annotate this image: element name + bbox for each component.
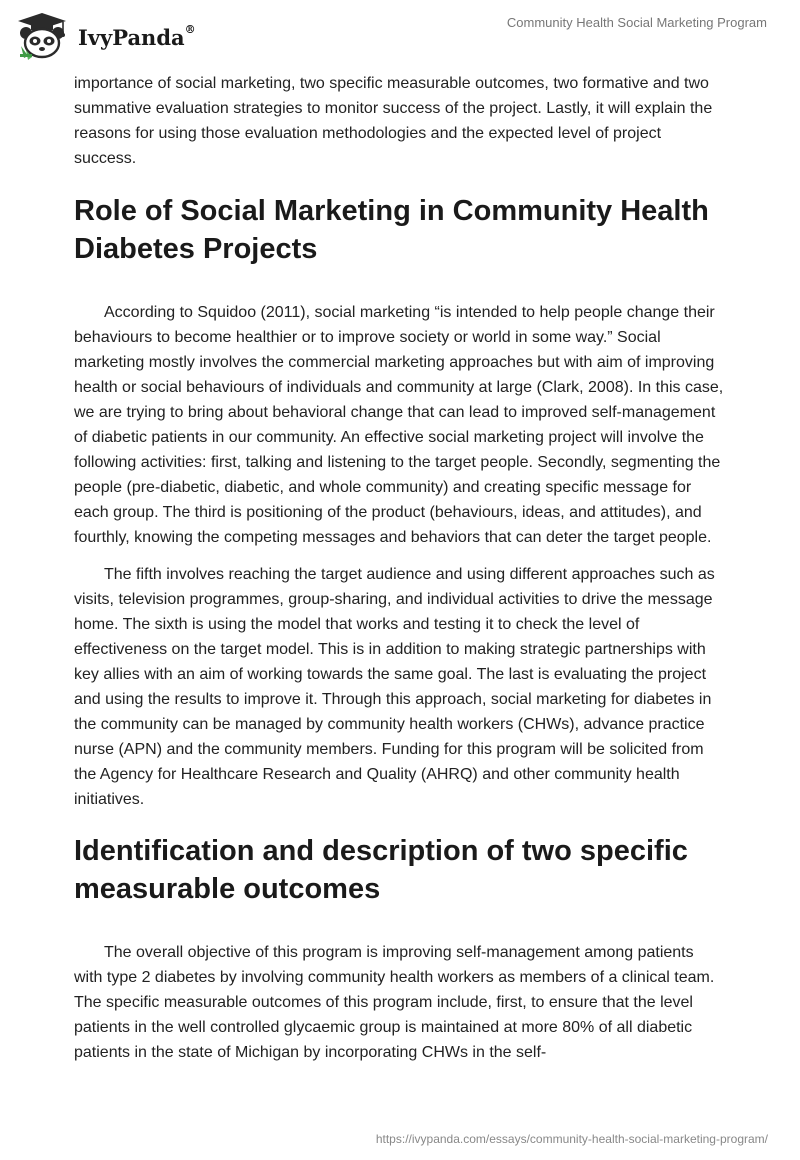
- section-heading-measurable-outcomes: Identification and description of two specific measurable outcomes: [74, 835, 688, 905]
- panda-graduate-icon: [14, 10, 70, 62]
- lead-paragraph: importance of social marketing, two specific measurable outcomes, two formative and two summative evaluation strategies to monitor success of the project. Lastly, it will explain the reasons for using those evaluation methodologies and the expected level of project success.: [74, 75, 713, 167]
- body-paragraph: According to Squidoo (2011), social marketing “is intended to help people change their behaviours to become healthier or to improve society or world in some way.” Social marketing mostly involves the commercial marketing approaches but with aim of improving health or social behaviours of individuals and community at large (Clark, 2008). In this case, we are trying to bring about behavioral change that can lead to improved self-management of diabetic patients in our community. An effective social marketing project will involve the following activities: first, talking and listening to the target people. Secondly, segmenting the people (pre-diabetic, diabetic, and whole community) and creating specific message for each group. The third is positioning of the product (behaviours, ideas, and attitudes), and fourthly, knowing the competing messages and behaviors that can deter the target people.: [74, 304, 724, 546]
- body-paragraph: The overall objective of this program is improving self-management among patients with type 2 diabetes by involving community health workers as members of a clinical team. The specific measurable outcomes of this program include, first, to ensure that the level patients in the well controlled glycaemic group is maintained at more 80% of all diabetic patients in the state of Michigan by incorporating CHWs in the self-: [74, 944, 715, 1061]
- section-heading-role-of-social-marketing: Role of Social Marketing in Community Health Diabetes Projects: [74, 195, 709, 265]
- body-paragraph: The fifth involves reaching the target audience and using different approaches such as visits, television programmes, group-sharing, and individual activities to drive the message home. The sixth is using the model that works and testing it to check the level of effectiveness on the target model. This is in addition to making strategic partnerships with key allies with an aim of working towards the same goal. The last is evaluating the project and using the results to improve it. Through this approach, social marketing for diabetes in the community can be managed by community health workers (CHWs), advance practice nurse (APN) and the community members. Funding for this program will be solicited from the Agency for Healthcare Research and Quality (AHRQ) and other community health initiatives.: [74, 566, 715, 808]
- source-url-link[interactable]: https://ivypanda.com/essays/community-health-social-marketing-program/: [375, 1132, 768, 1146]
- registered-mark: ®: [184, 22, 196, 36]
- ivypanda-logo[interactable]: [14, 10, 196, 62]
- brand-name: IvyPanda®: [78, 22, 196, 50]
- document-title: Community Health Social Marketing Program: [506, 15, 767, 30]
- essay-content: [74, 68, 726, 1065]
- page-header: [0, 0, 800, 70]
